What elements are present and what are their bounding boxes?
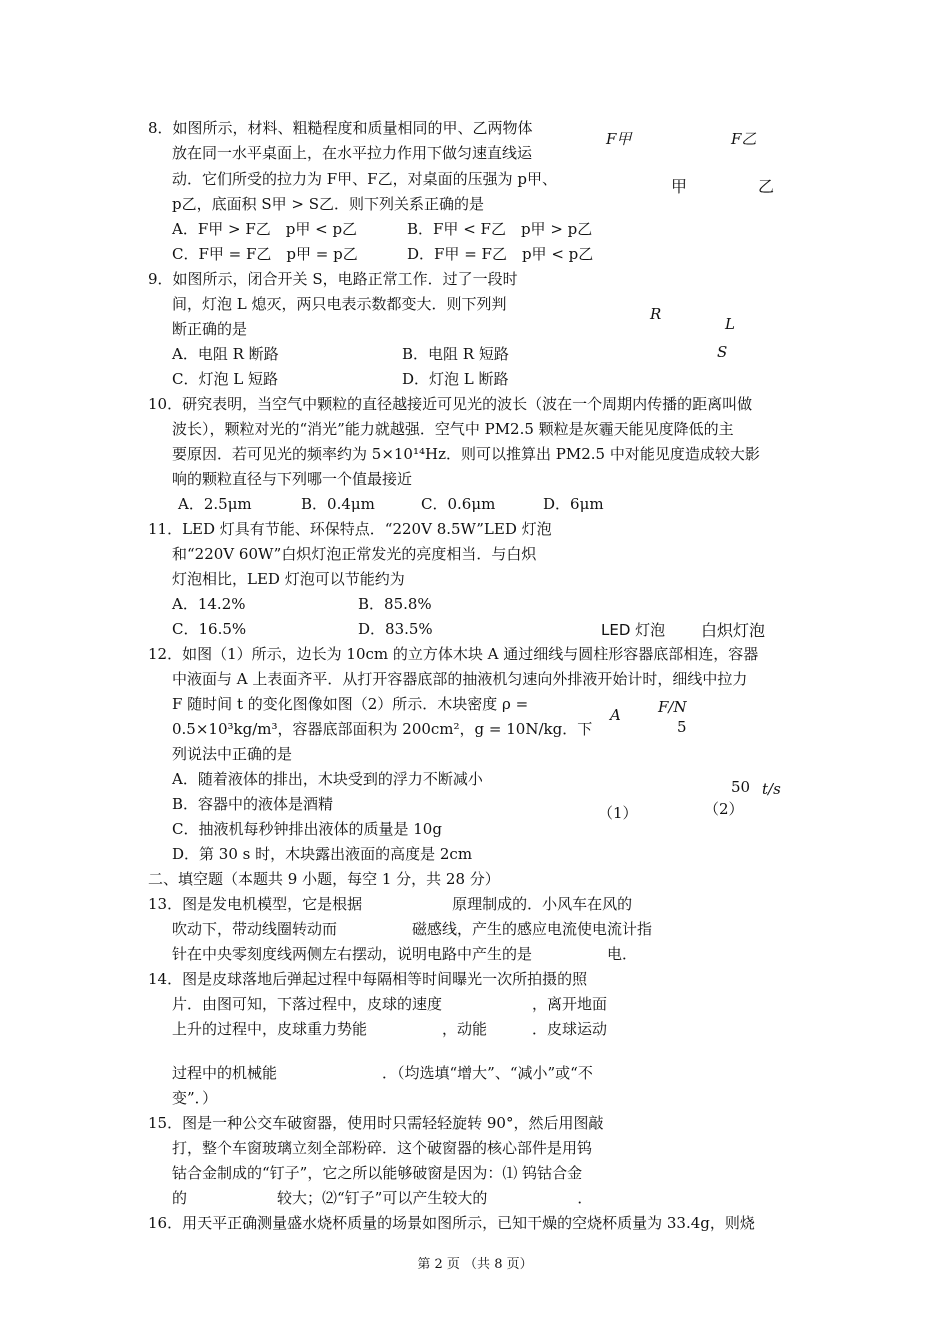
q10-option-d: D．6μm bbox=[543, 495, 604, 513]
q10-line-3: 要原因．若可见光的频率约为 5×10¹⁴Hz．则可以推算出 PM2.5 中对能见度造成较大影 bbox=[172, 445, 760, 463]
q15-line-3: 钴合金制成的“钉子”，它之所以能够破窗是因为：⑴ 钨钴合金 bbox=[172, 1164, 583, 1182]
q16-line-1: 16．用天平正确测量盛水烧杯质量的场景如图所示，已知干燥的空烧杯质量为 33.4g，则烧 bbox=[148, 1214, 755, 1232]
q11-option-b: B．85.8% bbox=[358, 595, 432, 613]
q8-option-a: A．F甲 > F乙 p甲 < p乙 bbox=[172, 220, 358, 238]
q13-line-3: 针在中央零刻度线两侧左右摆动，说明电路中产生的是 电． bbox=[172, 945, 638, 963]
q9-option-b: B．电阻 R 短路 bbox=[402, 345, 509, 363]
q8-line-4: p乙，底面积 S甲 > S乙．则下列关系正确的是 bbox=[172, 195, 485, 213]
q12-option-b: B．容器中的液体是酒精 bbox=[172, 795, 334, 813]
q13-line-2: 吹动下，带动线圈转动而 磁感线，产生的感应电流使电流计指 bbox=[172, 920, 653, 938]
q12-line-4: 0.5×10³kg/m³，容器底部面积为 200cm²，g = 10N/kg．下 bbox=[172, 720, 593, 738]
q8-figure-force-yi-label: F乙 bbox=[731, 130, 757, 148]
q12-option-a: A．随着液体的排出，木块受到的浮力不断减小 bbox=[172, 770, 483, 788]
q8-line-3: 动．它们所受的拉力为 F甲、F乙，对桌面的压强为 p甲、 bbox=[172, 170, 557, 188]
q12-figure-time-axis-label: t/s bbox=[762, 780, 781, 798]
q14-line-2: 片．由图可知，下落过程中，皮球的速度 ，离开地面 bbox=[172, 995, 608, 1013]
q11-line-1: 11．LED 灯具有节能、环保特点．“220V 8.5W”LED 灯泡 bbox=[148, 520, 552, 538]
q8-option-b: B．F甲 < F乙 p甲 > p乙 bbox=[407, 220, 593, 238]
q15-line-4: 的 较大；⑵“钉子”可以产生较大的 ． bbox=[172, 1189, 593, 1207]
q12-figure-1-caption: （1） bbox=[598, 804, 638, 822]
q14-line-1: 14．图是皮球落地后弹起过程中每隔相等时间曝光一次所拍摄的照 bbox=[148, 970, 588, 988]
q9-option-c: C．灯泡 L 短路 bbox=[172, 370, 278, 388]
page-footer: 第 2 页 （共 8 页） bbox=[417, 1257, 533, 1272]
q10-line-2: 波长），颗粒对光的“消光”能力就越强．空气中 PM2.5 颗粒是灰霾天能见度降低的主 bbox=[172, 420, 734, 438]
section-2-heading: 二、填空题（本题共 9 小题，每空 1 分，共 28 分） bbox=[148, 870, 500, 888]
q9-line-1: 9．如图所示，闭合开关 S，电路正常工作．过了一段时 bbox=[148, 270, 518, 288]
q9-line-3: 断正确的是 bbox=[172, 320, 248, 338]
q9-option-d: D．灯泡 L 断路 bbox=[402, 370, 509, 388]
q8-option-c: C．F甲 = F乙 p甲 = p乙 bbox=[172, 245, 358, 263]
q8-figure-yi-label: 乙 bbox=[758, 177, 775, 196]
q9-option-a: A．电阻 R 断路 bbox=[172, 345, 279, 363]
q8-figure-jia-label: 甲 bbox=[671, 177, 688, 196]
q11-figure-led-label: LED 灯泡 bbox=[601, 621, 666, 639]
q9-figure-lamp-label: L bbox=[725, 315, 735, 333]
q12-figure-tick-50: 50 bbox=[731, 778, 751, 796]
q14-line-5: 变”．） bbox=[172, 1089, 218, 1107]
q10-option-b: B．0.4μm bbox=[301, 495, 375, 513]
q12-line-5: 列说法中正确的是 bbox=[172, 745, 293, 763]
q12-option-d: D．第 30 s 时，木块露出液面的高度是 2cm bbox=[172, 845, 473, 863]
q12-figure-force-axis-label bbox=[658, 698, 687, 716]
q11-figure-incandescent-label: 白炽灯泡 bbox=[701, 621, 766, 640]
q8-figure-force-jia-label: F甲 bbox=[606, 130, 632, 148]
q12-figure-tick-5: 5 bbox=[677, 718, 687, 736]
q9-line-2: 间，灯泡 L 熄灭，两只电表示数都变大．则下列判 bbox=[172, 295, 507, 313]
q9-figure-switch-label: S bbox=[717, 343, 728, 361]
q15-line-1: 15．图是一种公交车破窗器，使用时只需轻轻旋转 90°，然后用图敲 bbox=[148, 1114, 604, 1132]
q11-option-c: C．16.5% bbox=[172, 620, 247, 638]
q11-option-d: D．83.5% bbox=[358, 620, 433, 638]
q10-option-c: C．0.6μm bbox=[421, 495, 496, 513]
q12-line-2: 中液面与 A 上表面齐平．从打开容器底部的抽液机匀速向外排液开始计时，细线中拉力 bbox=[172, 670, 748, 688]
q10-option-a: A．2.5μm bbox=[178, 495, 252, 513]
q10-line-1: 10．研究表明，当空气中颗粒的直径越接近可见光的波长（波在一个周期内传播的距离叫做 bbox=[148, 395, 753, 413]
q12-line-3: F 随时间 t 的变化图像如图（2）所示．木块密度 ρ = bbox=[172, 695, 529, 713]
q10-line-4: 响的颗粒直径与下列哪一个值最接近 bbox=[172, 470, 413, 488]
q11-line-3: 灯泡相比，LED 灯泡可以节能约为 bbox=[172, 570, 405, 588]
q14-line-3: 上升的过程中，皮球重力势能 ，动能 ．皮球运动 bbox=[172, 1020, 608, 1038]
q14-line-4: 过程中的机械能 ．（均选填“增大”、“减小”或“不 bbox=[172, 1064, 593, 1082]
q11-line-2: 和“220V 60W”白炽灯泡正常发光的亮度相当．与白炽 bbox=[172, 545, 537, 563]
q12-option-c: C．抽液机每秒钟排出液体的质量是 10g bbox=[172, 820, 442, 838]
q8-option-d: D．F甲 = F乙 p甲 < p乙 bbox=[407, 245, 594, 263]
q8-line-2: 放在同一水平桌面上，在水平拉力作用下做匀速直线运 bbox=[172, 144, 533, 162]
q11-option-a: A．14.2% bbox=[172, 595, 246, 613]
q12-line-1: 12．如图（1）所示，边长为 10cm 的立方体木块 A 通过细线与圆柱形容器底部相连，容器 bbox=[148, 645, 759, 663]
q13-line-1: 13．图是发电机模型，它是根据 原理制成的．小风车在风的 bbox=[148, 895, 633, 913]
q8-line-1: 8．如图所示，材料、粗糙程度和质量相同的甲、乙两物体 bbox=[148, 119, 533, 137]
q12-figure-force-axis-text: F/N bbox=[658, 698, 687, 716]
q15-line-2: 打，整个车窗玻璃立刻全部粉碎．这个破窗器的核心部件是用钨 bbox=[172, 1139, 593, 1157]
q9-figure-resistor-label: R bbox=[650, 305, 662, 323]
q12-figure-block-label: A bbox=[610, 706, 621, 724]
q12-figure-2-caption: （2） bbox=[704, 800, 744, 818]
